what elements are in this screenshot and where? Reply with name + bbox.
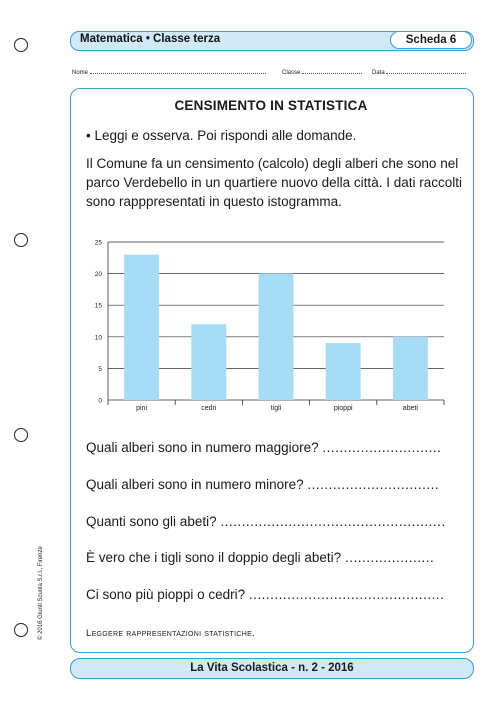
y-tick-label: 20 <box>94 271 102 279</box>
instruction: • Leggi e osserva. Poi rispondi alle domande. <box>86 128 357 143</box>
bar-tigli <box>259 274 294 400</box>
bar-pioppi <box>326 343 361 400</box>
answer-line[interactable]: ..................... <box>344 550 435 565</box>
question-5 <box>86 587 444 602</box>
x-tick-label: tigli <box>270 405 282 412</box>
answer-line[interactable]: ............................ <box>322 440 442 455</box>
date-label: Data <box>372 70 385 76</box>
y-tick-label: 5 <box>98 365 102 373</box>
y-tick-label: 10 <box>94 334 102 342</box>
question-4 <box>86 550 434 565</box>
question-text: Quanti sono gli abeti? <box>86 514 217 529</box>
bar-abeti <box>393 337 428 400</box>
x-tick-label: abeti <box>402 405 418 412</box>
y-tick-label: 0 <box>98 397 102 405</box>
exercise-title: CENSIMENTO IN STATISTICA <box>174 98 368 113</box>
answer-line[interactable]: ..................................................... <box>220 514 446 529</box>
x-tick-label: pioppi <box>333 405 353 412</box>
y-tick-label: 25 <box>94 239 102 247</box>
answer-line[interactable]: ............................... <box>307 477 440 492</box>
bar-pini <box>124 255 159 400</box>
sheet-number: Scheda 6 <box>390 31 472 49</box>
binder-hole <box>14 623 28 637</box>
question-text: Ci sono più pioppi o cedri? <box>86 587 246 602</box>
question-3 <box>86 514 446 529</box>
question-1 <box>86 440 441 455</box>
bar-cedri <box>191 324 226 400</box>
problem-text: Il Comune fa un censimento (calcolo) degli alberi che sono nel parco Verdebello in un quartiere nuovo della città. I dati raccolti sono rapppresentati in questo istogramma. <box>86 156 462 209</box>
histogram-chart <box>86 232 446 412</box>
x-tick-label: cedri <box>201 405 217 412</box>
x-tick-label: pini <box>136 405 148 412</box>
date-field <box>372 68 466 76</box>
answer-line[interactable]: .............................................. <box>248 587 445 602</box>
question-text: Quali alberi sono in numero maggiore? <box>86 440 319 455</box>
binder-hole <box>14 428 28 442</box>
name-label: Nome <box>72 70 89 76</box>
subject-title: Matematica • Classe terza <box>80 33 221 45</box>
question-2 <box>86 477 439 492</box>
objective-note: Leggere rappresentazioni statistiche. <box>86 628 255 639</box>
y-tick-label: 15 <box>94 302 102 310</box>
footer-bar: La Vita Scolastica - n. 2 - 2016 <box>70 658 474 679</box>
copyright-text: © 2016 Giunti Scuola S.r.l., Firenze <box>38 546 44 640</box>
question-text: È vero che i tigli sono il doppio degli abeti? <box>86 550 342 565</box>
binder-hole <box>14 38 28 52</box>
class-label: Classe <box>282 70 301 76</box>
class-field <box>282 68 362 76</box>
question-text: Quali alberi sono in numero minore? <box>86 477 304 492</box>
binder-hole <box>14 233 28 247</box>
name-field <box>72 68 266 76</box>
